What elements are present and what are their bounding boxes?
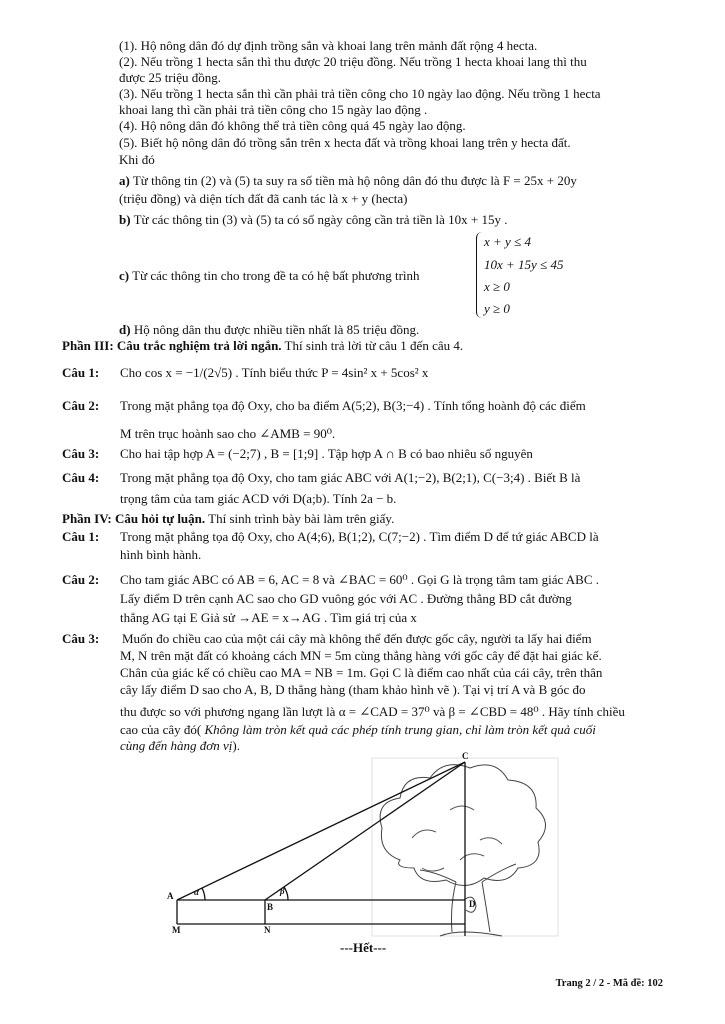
part3-desc: Thí sinh trả lời từ câu 1 đến câu 4. <box>281 338 464 353</box>
info-line-5: khoai lang thì cần phải trả tiền công cho 15 ngày lao động . <box>119 102 428 117</box>
statement-b-label: b) <box>119 212 131 227</box>
label-N: N <box>264 925 271 935</box>
statement-b <box>119 212 508 227</box>
p3-q2-text: Trong mặt phẳng tọa độ Oxy, cho ba điểm A(5;2), B(3;−4) . Tính tổng hoành độ các điểm <box>120 398 586 413</box>
statement-c <box>119 268 420 283</box>
label-A: A <box>167 891 174 901</box>
statement-c-label: c) <box>119 268 130 283</box>
p4-q1-label: Câu 1: <box>62 529 100 544</box>
info-line-7: (5). Biết hộ nông dân đó trồng sắn trên x hecta đất và trồng khoai lang trên y hecta đất. <box>119 135 571 150</box>
p4-q3-text-6a: cao của cây đó( <box>120 722 205 737</box>
label-alpha: α <box>194 887 199 897</box>
p3-q4-label: Câu 4: <box>62 470 100 485</box>
statement-d-label: d) <box>119 322 131 337</box>
p4-q3-text-1: Muốn đo chiều cao của một cái cây mà không thể đến được gốc cây, người ta lấy hai điểm <box>122 631 592 646</box>
label-beta: β <box>280 886 285 896</box>
part3-heading <box>62 338 463 353</box>
p4-q3-text-7-italic: cùng đến hàng đơn vị <box>120 738 233 753</box>
measurement-lines <box>177 762 465 936</box>
page-footer: Trang 2 / 2 - Mã đề: 102 <box>555 978 663 989</box>
p4-q3-text-3: Chân của giác kế có chiều cao MA = NB = 1m. Gọi C là điểm cao nhất của cái cây, trên thân <box>120 665 603 680</box>
p4-q2-label: Câu 2: <box>62 572 100 587</box>
statement-d-text: Hộ nông dân thu được nhiều tiền nhất là 85 triệu đồng. <box>130 322 420 337</box>
p4-q3-label: Câu 3: <box>62 631 100 646</box>
p4-q3-text-4: cây lấy điểm D sao cho A, B, D thẳng hàng (tham khảo hình vẽ ). Tại vị trí A và B góc đo <box>120 682 586 697</box>
label-D: D <box>469 899 476 909</box>
line-BC <box>265 762 465 900</box>
info-line-6: (4). Hộ nông dân đó không thể trả tiền công quá 45 ngày lao động. <box>119 118 466 133</box>
system-line-4: y ≥ 0 <box>484 301 510 316</box>
statement-c-text: Từ các thông tin cho trong đề ta có hệ bất phương trình <box>129 268 420 283</box>
label-M: M <box>172 925 181 935</box>
p3-q2-text-cont: M trên trục hoành sao cho ∠AMB = 90⁰. <box>120 426 336 441</box>
p4-q3-text-5: thu được so với phương ngang lần lượt là α = ∠CAD = 37⁰ và β = ∠CBD = 48⁰ . Hãy tính chiều <box>120 704 625 719</box>
end-marker: ---Hết--- <box>340 940 387 955</box>
statement-a-cont: (triệu đồng) và diện tích đất đã canh tác là x + y (hecta) <box>119 191 408 206</box>
info-line-1: (1). Hộ nông dân đó dự định trồng sắn và khoai lang trên mảnh đất rộng 4 hecta. <box>119 38 538 53</box>
p3-q4-text: Trong mặt phẳng tọa độ Oxy, cho tam giác ABC với A(1;−2), B(2;1), C(−3;4) . Biết B là <box>120 470 581 485</box>
angle-alpha-arc <box>202 888 205 900</box>
p3-q2-label: Câu 2: <box>62 398 100 413</box>
info-line-4: (3). Nếu trồng 1 hecta sắn thì cần phải trả tiền công cho 10 ngày lao động. Nếu trồng 1 hecta <box>119 86 601 101</box>
label-C: C <box>462 751 469 761</box>
part4-desc: Thí sinh trình bày bài làm trên giấy. <box>205 511 395 526</box>
part3-title: Phần III: Câu trắc nghiệm trả lời ngắn. <box>62 338 282 353</box>
part4-heading <box>62 511 394 526</box>
p4-q3-text-2: M, N trên mặt đất có khoảng cách MN = 5m cùng thẳng hàng với gốc cây để đặt hai giác kế. <box>120 648 602 663</box>
statement-a <box>119 173 577 188</box>
system-line-3: x ≥ 0 <box>484 279 510 294</box>
p4-q2-text: Cho tam giác ABC có AB = 6, AC = 8 và ∠BAC = 60⁰ . Gọi G là trọng tâm tam giác ABC . <box>120 572 599 587</box>
statement-b-text: Từ các thông tin (3) và (5) ta có số ngày công cần trả tiền là 10x + 15y . <box>130 212 508 227</box>
p3-q1-label: Câu 1: <box>62 365 100 380</box>
system-line-1: x + y ≤ 4 <box>484 234 531 249</box>
info-line-8: Khi đó <box>119 152 155 167</box>
tree-height-figure <box>160 750 580 940</box>
p4-q2-text-cont: Lấy điểm D trên cạnh AC sao cho GD vuông góc với AC . Đường thẳng BD cắt đường <box>120 591 572 606</box>
info-line-3: được 25 triệu đồng. <box>119 70 222 85</box>
p4-q3-text-6 <box>120 722 596 737</box>
p4-q2-text-cont2: thẳng AG tại E Giả sử →AE = x→AG . Tìm giá trị của x <box>120 610 417 625</box>
label-B: B <box>267 902 274 912</box>
system-line-2: 10x + 15y ≤ 45 <box>484 257 564 272</box>
p4-q1-text-cont: hình bình hành. <box>120 547 202 562</box>
p3-q3-label: Câu 3: <box>62 446 100 461</box>
statement-d <box>119 322 419 337</box>
p4-q3-text-7b: ). <box>232 738 240 753</box>
statement-a-text: Từ thông tin (2) và (5) ta suy ra số tiền mà hộ nông dân đó thu được là F = 25x + 20y <box>129 173 577 188</box>
statement-a-label: a) <box>119 173 130 188</box>
info-line-2: (2). Nếu trồng 1 hecta sắn thì thu được 20 triệu đồng. Nếu trồng 1 hecta khoai lang thì thu <box>119 54 587 69</box>
part4-title: Phần IV: Câu hỏi tự luận. <box>62 511 206 526</box>
p3-q1-text: Cho cos x = −1/(2√5) . Tính biểu thức P = 4sin² x + 5cos² x <box>120 365 429 380</box>
p4-q1-text: Trong mặt phẳng tọa độ Oxy, cho A(4;6), B(1;2), C(7;−2) . Tìm điểm D để tứ giác ABCD là <box>120 529 599 544</box>
p3-q3-text: Cho hai tập hợp A = (−2;7) , B = [1;9] . Tập hợp A ∩ B có bao nhiêu số nguyên <box>120 446 533 461</box>
p3-q4-text-cont: trọng tâm của tam giác ACD với D(a;b). Tính 2a − b. <box>120 491 397 506</box>
p4-q3-text-6-italic: Không làm tròn kết quả các phép tính trung gian, chỉ làm tròn kết quả cuối <box>204 722 596 737</box>
